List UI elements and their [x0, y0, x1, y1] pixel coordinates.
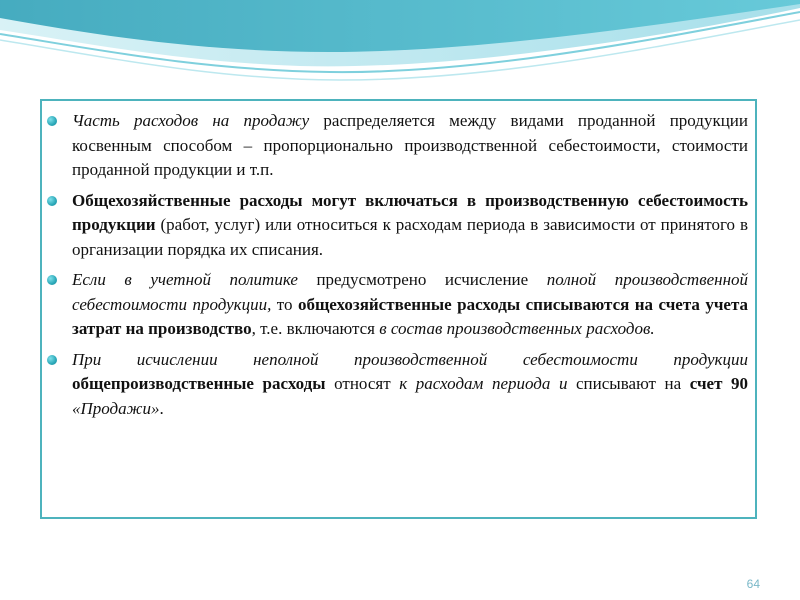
- bullet-text: При исчислении неполной производственной себестоимости продукции: [72, 349, 748, 369]
- page-number: 64: [746, 577, 760, 591]
- bullet-item: [72, 189, 748, 263]
- bullet-text: общехозяйственные расходы списываются на счета учета затрат на производство: [72, 294, 749, 338]
- teal-dot-icon: [47, 116, 57, 126]
- bullet-text: Общехозяйственные расходы могут включаться в производственную себестоимость продукции: [72, 190, 748, 234]
- bullet-text: счет 90: [689, 374, 748, 393]
- bullet-text: (работ, услуг) или относиться к расходам периода в зависимости от принятого в организации порядка их списания.: [72, 215, 748, 259]
- bullet-text: общепроизводственные расходы: [72, 374, 326, 393]
- bullet-text: списывают на: [567, 374, 690, 393]
- bullet-text: полной производственной себестоимости продукции,: [72, 270, 748, 314]
- teal-dot-icon: [47, 275, 57, 285]
- bullet-text: «Продажи»: [72, 398, 160, 418]
- bullet-text: то: [271, 294, 298, 314]
- bullet-text: в состав производственных расходов.: [379, 319, 655, 338]
- bullet-item: [72, 109, 748, 183]
- teal-dot-icon: [47, 355, 57, 365]
- bullet-text: Часть расходов на продажу: [72, 111, 310, 130]
- bullet-text: относят: [325, 374, 400, 393]
- bullet-item: [72, 268, 748, 342]
- bullet-item: [72, 348, 748, 422]
- bullet-text: предусмотрено исчисление: [297, 270, 547, 289]
- teal-dot-icon: [47, 196, 57, 206]
- bullet-text: Если в учетной политике: [72, 270, 298, 289]
- bullet-text: .: [159, 398, 164, 418]
- bullet-text: к расходам периода и: [399, 374, 568, 393]
- bullet-text: распределяется между видами проданной продукции косвенным способом – пропорционально производственной себестоимости, стоимости проданной продукции и т.п.: [72, 111, 748, 179]
- bullet-list: [72, 109, 748, 427]
- content-panel: [40, 99, 757, 519]
- bullet-text: , т.е. включаются: [251, 319, 380, 338]
